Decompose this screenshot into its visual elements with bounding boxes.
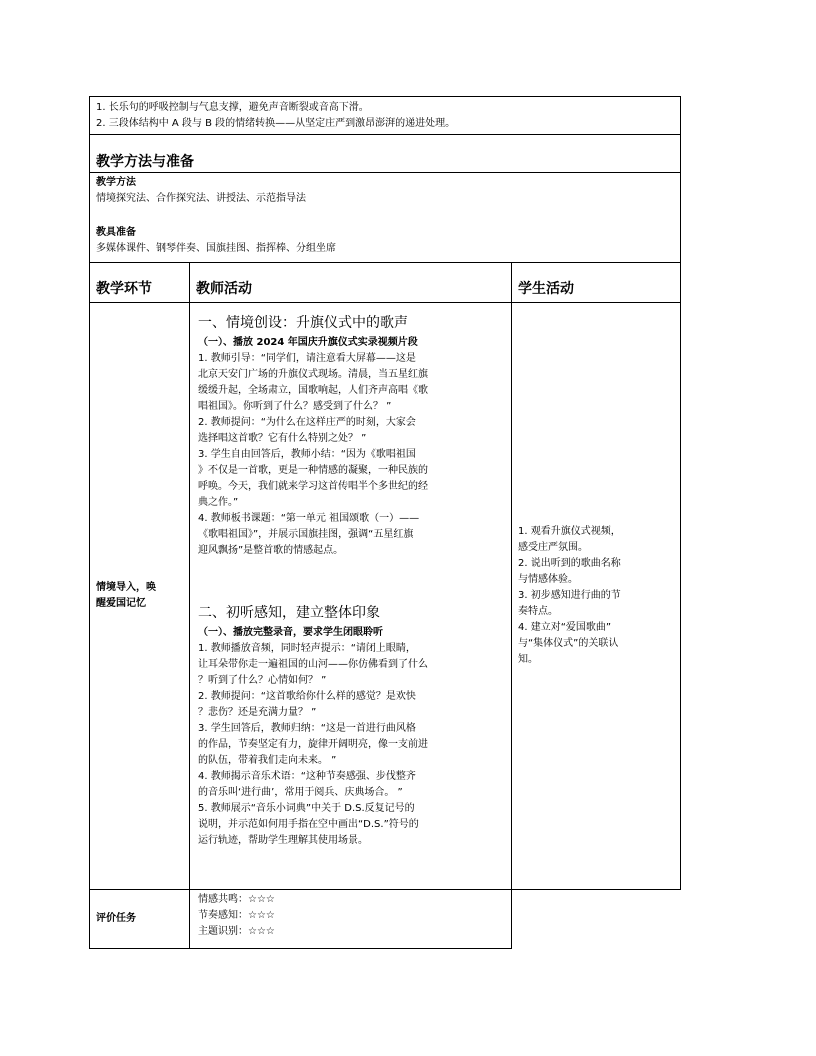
part2-line: 2. 教师提问：“这首歌给你什么样的感觉？是欢快 — [198, 691, 416, 702]
part2-subtitle: （一）、播放完整录音，要求学生闭眼聆听 — [198, 627, 383, 638]
header-teacher: 教师活动 — [190, 263, 512, 303]
part1-line: 北京天安门广场的升旗仪式现场。清晨，当五星红旗 — [198, 369, 428, 380]
difficulty-item: 2. 三段体结构中 A 段与 B 段的情绪转换——从坚定庄严到激昂澎湃的递进处理。 — [96, 118, 456, 129]
difficulties-row — [90, 97, 681, 135]
part1-line: 1. 教师引导：“同学们，请注意看大屏幕——这是 — [198, 353, 416, 364]
part2-line: 的作品，节奏坚定有力，旋律开阔明亮，像一支前进 — [198, 739, 428, 750]
evaluation-label — [90, 890, 190, 949]
evaluation-item: 节奏感知：☆☆☆ — [198, 910, 275, 921]
methods-row — [90, 173, 681, 263]
section-title: 教学方法与准备 — [90, 135, 681, 173]
student-line: 奏特点。 — [518, 606, 558, 617]
part2-line: 运行轨迹，帮助学生理解其使用场景。 — [198, 835, 368, 846]
part2-line: ？听到了什么？心情如何？ ” — [198, 675, 327, 686]
part2-line: 让耳朵带你走一遍祖国的山河——你仿佛看到了什么 — [198, 659, 428, 670]
activity-row — [90, 303, 681, 890]
part2-line: 的队伍，带着我们走向未来。 ” — [198, 755, 337, 766]
part1-line: 缓缓升起，全场肃立，国歌响起，人们齐声高唱《歌 — [198, 385, 428, 396]
lesson-plan-table — [89, 96, 681, 949]
part2-line: ？悲伤？还是充满力量？ ” — [198, 707, 317, 718]
evaluation-empty — [512, 890, 681, 949]
evaluation-item: 主题识别：☆☆☆ — [198, 926, 275, 937]
student-line: 4. 建立对“爱国歌曲” — [518, 622, 612, 633]
part1-line: 4. 教师板书课题：“第一单元 祖国颂歌（一）—— — [198, 513, 420, 524]
part2-line: 说明，并示范如何用手指在空中画出“D.S.”符号的 — [198, 819, 419, 830]
part1-line: 呼唤。今天，我们就来学习这首传唱半个多世纪的经 — [198, 481, 428, 492]
difficulty-item: 1. 长乐句的呼吸控制与气息支撑，避免声音断裂或音高下滑。 — [96, 102, 369, 113]
header-student: 学生活动 — [512, 263, 681, 303]
part1-title: 一、情境创设：升旗仪式中的歌声 — [198, 315, 408, 331]
methods-text: 情境探究法、合作探究法、讲授法、示范指导法 — [96, 193, 306, 204]
part2-line: 5. 教师展示“音乐小词典”中关于 D.S.反复记号的 — [198, 803, 415, 814]
tools-text: 多媒体课件、钢琴伴奏、国旗挂图、指挥棒、分组坐席 — [96, 243, 336, 254]
lesson-plan-page — [89, 96, 680, 949]
part1-line: 选择唱这首歌？它有什么特别之处？ ” — [198, 433, 367, 444]
methods-label: 教学方法 — [96, 177, 136, 188]
table-header-row — [90, 263, 681, 303]
evaluation-item: 情感共鸣：☆☆☆ — [198, 894, 275, 905]
teacher-activity-cell — [190, 303, 512, 890]
tools-label: 教具准备 — [96, 227, 136, 238]
part2-line: 的音乐叫‘进行曲’，常用于阅兵、庆典场合。 ” — [198, 787, 403, 798]
part1-subtitle: （一）、播放 2024 年国庆升旗仪式实录视频片段 — [198, 337, 418, 348]
header-stage: 教学环节 — [90, 263, 190, 303]
stage-name-line: 醒爱国记忆 — [96, 598, 146, 609]
evaluation-label-text: 评价任务 — [96, 913, 136, 924]
stage-cell — [90, 303, 190, 890]
methods-title-row — [90, 135, 681, 173]
part2-title: 二、初听感知，建立整体印象 — [198, 605, 380, 621]
student-line: 知。 — [518, 654, 538, 665]
evaluation-row — [90, 890, 681, 949]
part2-line: 1. 教师播放音频，同时轻声提示：“请闭上眼睛， — [198, 643, 416, 654]
student-line: 2. 说出听到的歌曲名称 — [518, 558, 621, 569]
stage-name-line: 情境导入，唤 — [96, 582, 156, 593]
part1-line: 迎风飘扬”是整首歌的情感起点。 — [198, 545, 344, 556]
student-line: 与“集体仪式”的关联认 — [518, 638, 619, 649]
part1-line: 3. 学生自由回答后，教师小结：“因为《歌唱祖国 — [198, 449, 416, 460]
student-line: 1. 观看升旗仪式视频， — [518, 526, 621, 537]
student-line: 与情感体验。 — [518, 574, 578, 585]
evaluation-items-cell — [190, 890, 512, 949]
part2-line: 4. 教师揭示音乐术语：“这种节奏感强、步伐整齐 — [198, 771, 416, 782]
part1-line: 2. 教师提问：“为什么在这样庄严的时刻，大家会 — [198, 417, 416, 428]
student-line: 感受庄严氛围。 — [518, 542, 588, 553]
student-activity-cell — [512, 303, 681, 890]
student-line: 3. 初步感知进行曲的节 — [518, 590, 621, 601]
part1-line: 《歌唱祖国》”，并展示国旗挂图，强调“五星红旗 — [198, 529, 414, 540]
part1-line: 典之作。” — [198, 497, 239, 508]
difficulties-cell — [90, 97, 681, 135]
part2-line: 3. 学生回答后，教师归纳：“这是一首进行曲风格 — [198, 723, 416, 734]
methods-cell — [90, 173, 681, 263]
part1-line: 唱祖国》。你听到了什么？感受到了什么？ ” — [198, 401, 392, 412]
part1-line: 》不仅是一首歌，更是一种情感的凝聚，一种民族的 — [198, 465, 428, 476]
